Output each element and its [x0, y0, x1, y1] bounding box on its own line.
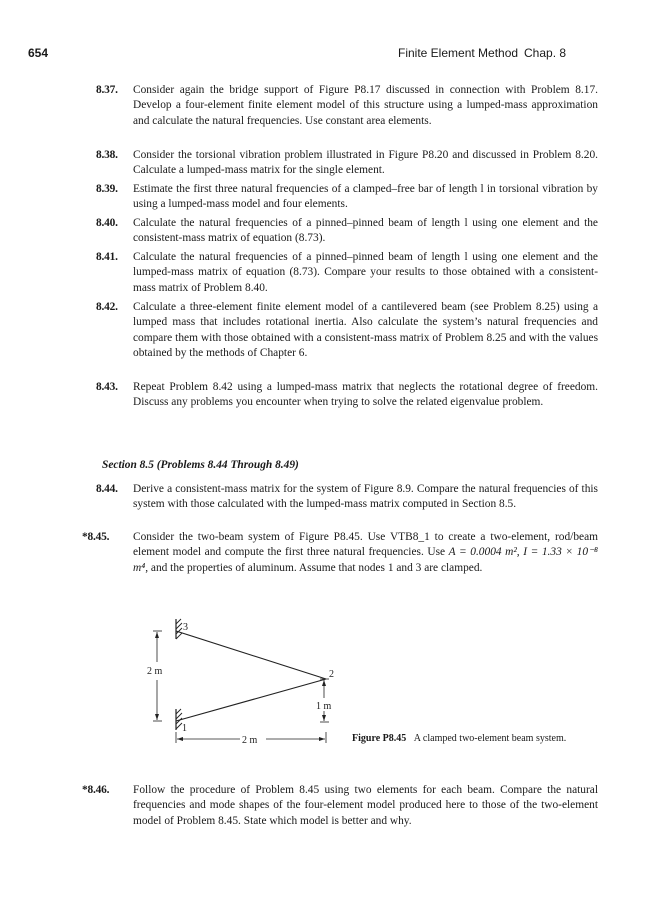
figure-caption-label: Figure P8.45 [352, 733, 407, 744]
problem-text: Derive a consistent-mass matrix for the system of Figure 8.9. Compare the natural frequencies of this system with those calculated with the lumped-mass matrix computed in Section 8.5. [133, 483, 598, 511]
node-label-1: 1 [182, 723, 187, 734]
figure-caption-text: A clamped two-element beam system. [413, 733, 567, 744]
problem-8-44 [96, 482, 598, 513]
problem-8-46 [82, 783, 598, 829]
problem-text: Repeat Problem 8.42 using a lumped-mass matrix that neglects the rotational degree of freedom. Discuss any problems you encounter when trying to solve the related eigenvalue problem. [133, 381, 598, 409]
problem-text: Estimate the first three natural frequencies of a clamped–free bar of length l in torsional vibration by using a lumped-mass model and four elements. [133, 183, 598, 211]
problem-8-39 [96, 182, 598, 213]
problem-8-40 [96, 216, 598, 247]
problem-number: 8.44. [96, 483, 118, 495]
problem-8-37 [96, 83, 598, 129]
figure-caption [352, 732, 582, 745]
problem-number: 8.40. [96, 217, 118, 229]
node-label-2: 2 [329, 669, 334, 680]
problem-number: *8.45. [82, 531, 110, 543]
problem-number: 8.37. [96, 84, 118, 96]
beam-upper [176, 631, 326, 679]
problem-number: 8.39. [96, 183, 118, 195]
problem-text [133, 530, 598, 576]
node-label-3: 3 [183, 622, 188, 633]
running-title: Finite Element Method [398, 46, 519, 60]
problem-number: 8.41. [96, 251, 118, 263]
problem-8-45 [82, 530, 598, 576]
problem-number: 8.38. [96, 149, 118, 161]
problem-text: Consider the torsional vibration problem illustrated in Figure P8.20 and discussed in Problem 8.20. Calculate a lumped-mass matrix for the single element. [133, 149, 598, 177]
problem-text-part: , and the properties of aluminum. Assume that nodes 1 and 3 are clamped. [145, 561, 483, 574]
problem-8-42 [96, 300, 598, 361]
chapter-label: Chap. 8 [524, 46, 567, 60]
problem-text: Follow the procedure of Problem 8.45 using two elements for each beam. Compare the natural frequencies and mode shapes of the four-element model produced here to those of the two-element model of Problem 8.45. State which model is better and why. [133, 784, 598, 827]
problem-8-43 [96, 380, 598, 411]
clamp-hatch-top [176, 619, 182, 639]
dimension-label-vertical: 2 m [147, 666, 163, 677]
problem-8-38 [96, 148, 598, 179]
problem-text: Calculate a three-element finite element model of a cantilevered beam (see Problem 8.25) using a lumped mass that includes rotational inertia. Also calculate the system’s natural frequencies and compare them with those obtained with a consistent-mass matrix of Problem 8.25 and with the values obtained by the methods of Chapter 6. [133, 301, 598, 359]
problem-text: Consider again the bridge support of Figure P8.17 discussed in connection with Problem 8.17. Develop a four-element finite element model of this structure using a lumped-mass approximation and calculate the natural frequencies. Use constant area elements. [133, 84, 598, 127]
math-expression: A = 0.0004 m², I = 1.33 × 10⁻⁸ m⁴ [133, 546, 598, 574]
problem-number: 8.43. [96, 381, 118, 393]
problem-text: Calculate the natural frequencies of a pinned–pinned beam of length l using one element and the lumped-mass matrix of equation (8.73). Compare your results to those obtained with a consistent-mass matrix of Problem 8.40. [133, 251, 598, 294]
figure-p8-45 [140, 610, 370, 750]
page-number: 654 [28, 46, 49, 60]
problem-text: Calculate the natural frequencies of a pinned–pinned beam of length l using one element and the consistent-mass matrix of equation (8.73). [133, 217, 598, 245]
section-heading: Section 8.5 (Problems 8.44 Through 8.49) [102, 459, 299, 471]
beam-lower [176, 679, 326, 721]
dimension-label-horizontal: 2 m [242, 735, 258, 746]
problem-number: *8.46. [82, 784, 110, 796]
problem-number: 8.42. [96, 301, 118, 313]
problem-text-part: Consider the two-beam system of Figure P8.45. Use VTB8_1 to create a two-element, rod/beam element model and compute the first three natural frequencies. Use [133, 531, 598, 559]
problem-8-41 [96, 250, 598, 296]
dimension-label-offset: 1 m [316, 701, 332, 712]
